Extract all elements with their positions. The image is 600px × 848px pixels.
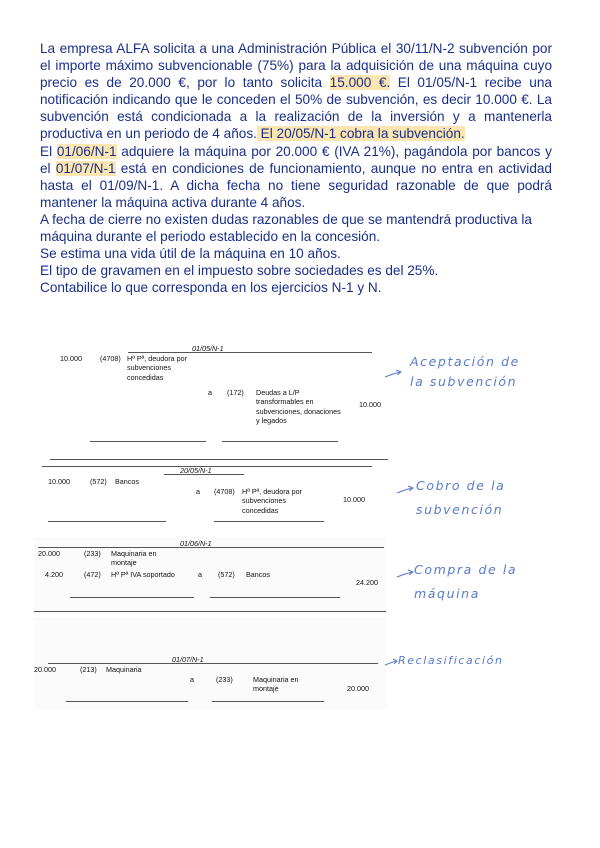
debit-account: Bancos (115, 477, 139, 486)
problem-paragraph-2: El 01/06/N-1 adquiere la máquina por 20.000 € (IVA 21%), pagándola por bancos y el 01/07/N-1 está en condiciones de funcionamiento, aunque no entra en actividad hasta el 01/09/N-1. A dicha fecha no tiene seguridad razonable de que podrá mantener la máquina activa durante 4 años. (40, 143, 552, 210)
problem-statement (40, 40, 552, 296)
credit-account: Maquinaria en montaje (253, 675, 299, 694)
credit-amount: 24.200 (356, 578, 378, 587)
entry-a: a (198, 570, 202, 579)
credit-code: (233) (216, 675, 233, 684)
credit-amount: 20.000 (347, 684, 369, 693)
debit-amount: 20.000 (38, 549, 60, 558)
credit-amount: 10.000 (343, 495, 365, 504)
entry-a: a (196, 487, 200, 496)
problem-paragraph-1: La empresa ALFA solicita a una Administración Pública el 30/11/N-2 subvención por el importe máximo subvencionable (75%) para la adquisición de una máquina cuyo precio es de 20.000 €, por lo tanto solicita 15.000 €. El 01/05/N-1 recibe una notificación indicando que le conceden el 50% de subvención, es decir 10.000 €. La subvención está condicionada a la realización de la inversión y a mantenerla productiva en un periodo de 4 años. El 20/05/N-1 cobra la subvención. (40, 41, 552, 142)
credit-code: (4708) (214, 487, 235, 496)
debit-amount: 20.000 (34, 665, 56, 674)
journal-entry-2 (34, 465, 394, 535)
arrow-icon (384, 368, 404, 380)
entry-date: 01/07/N-1 (172, 655, 204, 664)
arrow-icon (396, 484, 416, 496)
credit-account: Hª Pª, deudora por subvenciones concedidas (242, 487, 303, 515)
debit-code: (233) (84, 549, 101, 558)
journal-entry-3 (34, 537, 394, 617)
highlight-collection: El 20/05/N-1 cobra la subvención. (256, 126, 465, 142)
entry-date: 01/06/N-1 (180, 539, 212, 548)
entry-date: 20/05/N-1 (180, 466, 212, 475)
credit-account: Bancos (246, 570, 270, 579)
credit-amount: 10.000 (359, 400, 381, 409)
debit2-amount: 4.200 (45, 570, 63, 579)
credit-code: (572) (218, 570, 235, 579)
entry-date: 01/05/N-1 (192, 344, 224, 353)
problem-paragraph-3: A fecha de cierre no existen dudas razonables de que se mantendrá productiva la máquina durante el periodo establecido en la concesión. (40, 211, 532, 245)
debit-code: (213) (80, 665, 97, 674)
debit-amount: 10.000 (60, 354, 82, 363)
debit-code: (4708) (100, 354, 121, 363)
debit-code: (572) (90, 477, 107, 486)
problem-paragraph-5: El tipo de gravamen en el impuesto sobre sociedades es del 25%. (40, 263, 439, 279)
debit-amount: 10.000 (48, 477, 70, 486)
entry-a: a (208, 388, 212, 397)
journal-entry-1 (34, 342, 394, 462)
debit-account: Maquinaria (106, 665, 142, 674)
entry-a: a (190, 675, 194, 684)
highlight-date-ready: 01/07/N-1 (55, 160, 116, 176)
problem-paragraph-4: Se estima una vida útil de la máquina en 10 años. (40, 246, 341, 262)
debit2-account: Hª Pª IVA soportado (111, 570, 175, 579)
problem-paragraph-6: Contabilice lo que corresponda en los ejercicios N-1 y N. (40, 280, 382, 296)
credit-account: Deudas a L/P transformables en subvenciones, donaciones y legados (256, 388, 341, 426)
highlight-date-purchase: 01/06/N-1 (56, 143, 117, 159)
credit-code: (172) (227, 388, 244, 397)
arrow-icon (396, 568, 416, 580)
journal-entry-4 (34, 617, 394, 712)
highlight-amount: 15.000 €. (329, 75, 391, 91)
debit-account: Maquinaria en montaje (111, 549, 157, 568)
debit2-code: (472) (84, 570, 101, 579)
debit-account: Hª Pª, deudora por subvenciones concedidas (127, 354, 188, 382)
